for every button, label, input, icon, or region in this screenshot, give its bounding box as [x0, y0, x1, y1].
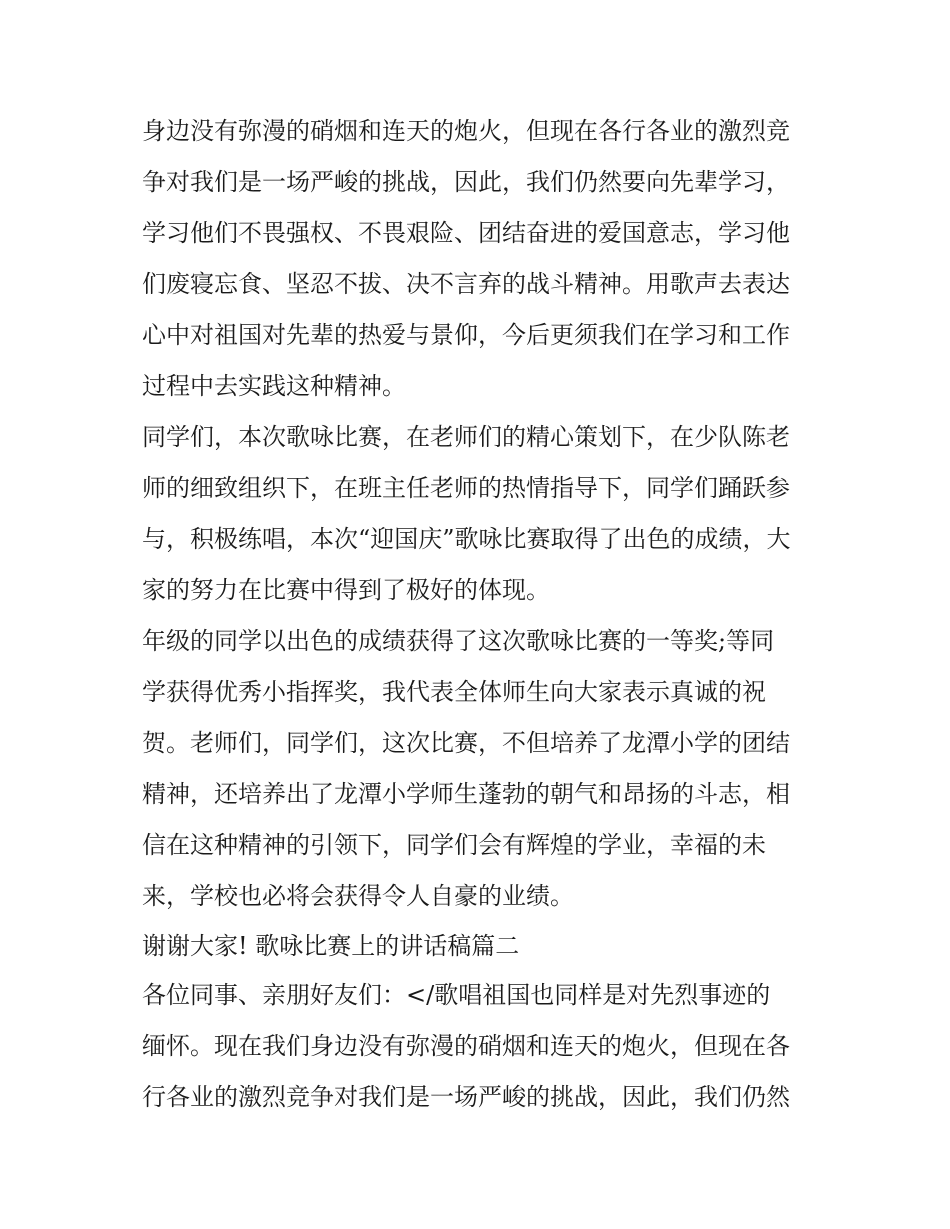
text-line: 学习他们不畏强权、不畏艰险、团结奋进的爱国意志，学习他	[142, 219, 790, 247]
text-line: 信在这种精神的引领下，同学们会有辉煌的学业，幸福的未	[142, 831, 766, 859]
text-line: 师的细致组织下，在班主任老师的热情指导下，同学们踊跃参	[142, 474, 790, 502]
text-line: 缅怀。现在我们身边没有弥漫的硝烟和连天的炮火，但现在各	[142, 1032, 790, 1060]
text-line: 贺。老师们，同学们，这次比赛，不但培养了龙潭小学的团结	[142, 729, 790, 757]
text-line: 年级的同学以出色的成绩获得了这次歌咏比赛的一等奖;等同	[142, 627, 775, 655]
section-heading-line: 谢谢大家! 歌咏比赛上的讲话稿篇二	[142, 932, 520, 960]
text-line: 同学们，本次歌咏比赛，在老师们的精心策划下，在少队陈老	[142, 423, 790, 451]
text-line: 精神，还培养出了龙潭小学师生蓬勃的朝气和昂扬的斗志，相	[142, 780, 790, 808]
text-line: 身边没有弥漫的硝烟和连天的炮火，但现在各行各业的激烈竞	[142, 117, 790, 145]
text-line: 争对我们是一场严峻的挑战，因此，我们仍然要向先辈学习，	[142, 168, 790, 196]
document-body	[142, 106, 812, 1123]
text-line: 各位同事、亲朋好友们：</歌唱祖国也同样是对先烈事迹的	[142, 981, 771, 1009]
text-line: 家的努力在比赛中得到了极好的体现。	[142, 576, 550, 604]
text-line: 来，学校也必将会获得令人自豪的业绩。	[142, 882, 574, 910]
text-line: 心中对祖国对先辈的热爱与景仰，今后更须我们在学习和工作	[142, 321, 790, 349]
text-line: 过程中去实践这种精神。	[142, 372, 406, 400]
text-line: 行各业的激烈竞争对我们是一场严峻的挑战，因此，我们仍然	[142, 1083, 790, 1111]
text-line: 学获得优秀小指挥奖，我代表全体师生向大家表示真诚的祝	[142, 678, 766, 706]
text-line: 与，积极练唱，本次“迎国庆”歌咏比赛取得了出色的成绩，大	[142, 525, 791, 553]
text-line: 们废寝忘食、坚忍不拔、决不言弃的战斗精神。用歌声去表达	[142, 270, 790, 298]
